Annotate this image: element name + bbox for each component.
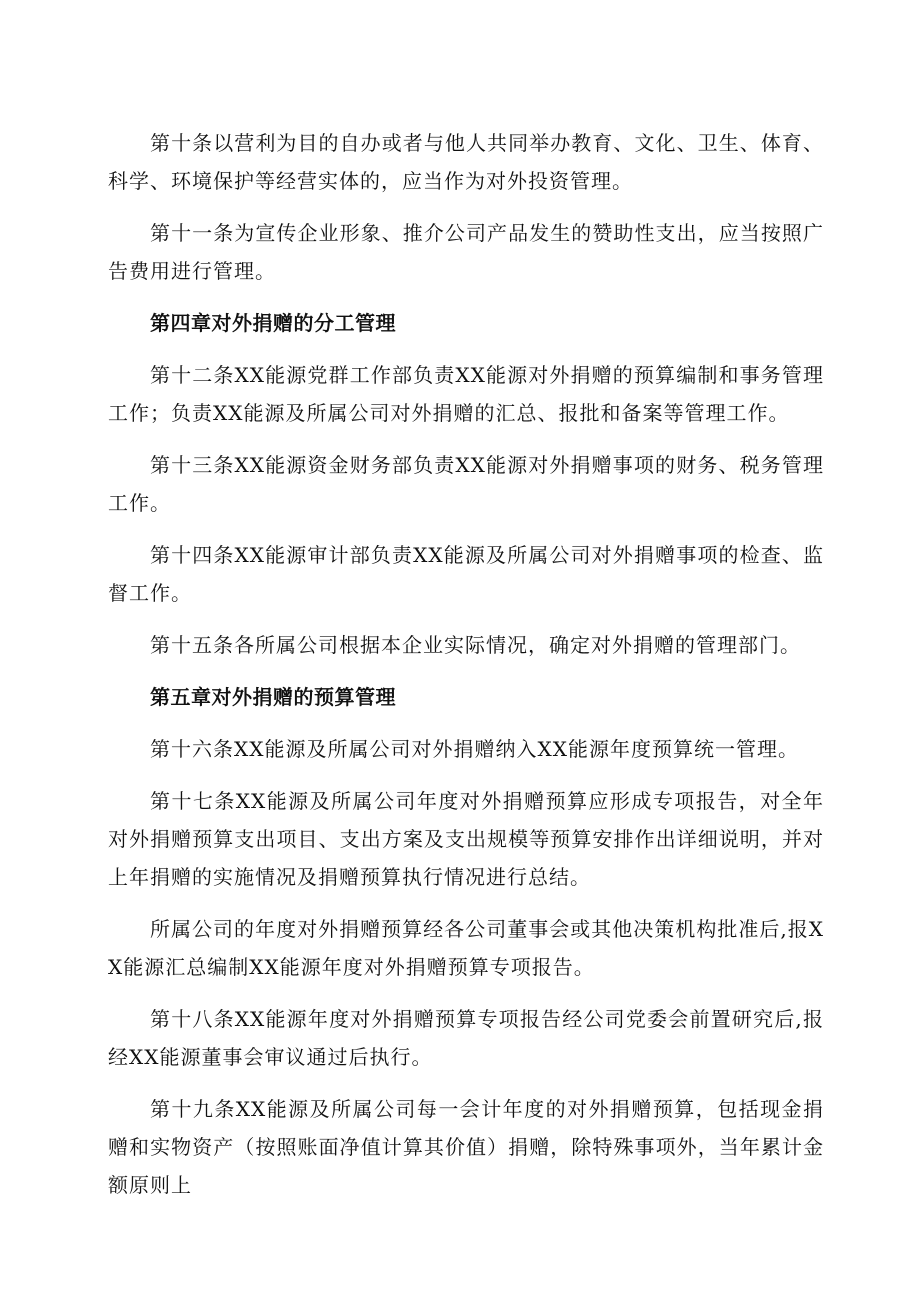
chapter-5-heading: 第五章对外捐赠的预算管理 — [150, 685, 396, 709]
article-15: 第十五条各所属公司根据本企业实际情况，确定对外捐赠的管理部门。 — [150, 633, 801, 657]
article-10: 第十条以营利为目的自办或者与他人共同举办教育、文化、卫生、体育、科学、环境保护等经营实体的，应当作为对外投资管理。 — [108, 131, 824, 193]
article-19: 第十九条XX能源及所属公司每一会计年度的对外捐赠预算，包括现金捐赠和实物资产（按照账面净值计算其价值）捐赠，除特殊事项外，当年累计金额原则上 — [108, 1097, 824, 1197]
article-11: 第十一条为宣传企业形象、推介公司产品发生的赞助性支出，应当按照广告费用进行管理。 — [108, 221, 824, 283]
article-16: 第十六条XX能源及所属公司对外捐赠纳入XX能源年度预算统一管理。 — [150, 737, 799, 761]
article-17: 第十七条XX能源及所属公司年度对外捐赠预算应形成专项报告，对全年对外捐赠预算支出项目、支出方案及支出规模等预算安排作出详细说明，并对上年捐赠的实施情况及捐赠预算执行情况进行总结。 — [108, 789, 824, 889]
article-12: 第十二条XX能源党群工作部负责XX能源对外捐赠的预算编制和事务管理工作；负责XX能源及所属公司对外捐赠的汇总、报批和备案等管理工作。 — [108, 363, 824, 425]
article-17-supplement: 所属公司的年度对外捐赠预算经各公司董事会或其他决策机构批准后,报XX能源汇总编制XX能源年度对外捐赠预算专项报告。 — [108, 917, 824, 979]
document-body — [108, 124, 824, 1218]
chapter-4-heading: 第四章对外捐赠的分工管理 — [150, 311, 396, 335]
article-13: 第十三条XX能源资金财务部负责XX能源对外捐赠事项的财务、税务管理工作。 — [108, 453, 824, 515]
article-14: 第十四条XX能源审计部负责XX能源及所属公司对外捐赠事项的检查、监督工作。 — [108, 543, 824, 605]
article-18: 第十八条XX能源年度对外捐赠预算专项报告经公司党委会前置研究后,报经XX能源董事会审议通过后执行。 — [108, 1007, 824, 1069]
